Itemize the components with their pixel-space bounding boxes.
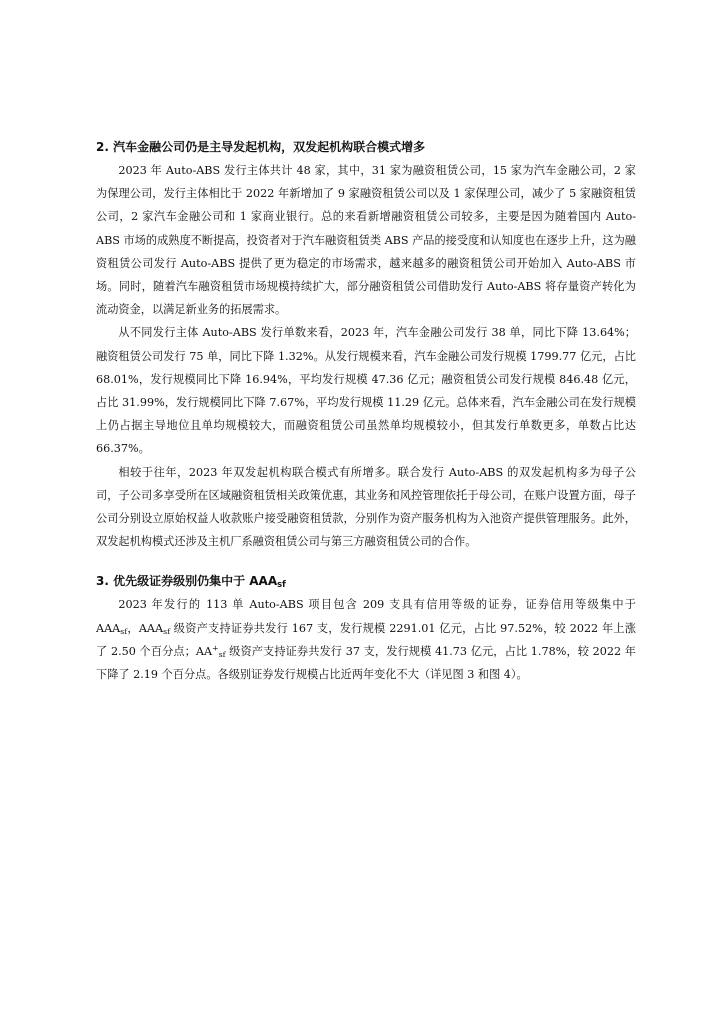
section-2-heading: 2. 汽车金融公司仍是主导发起机构，双发起机构联合模式增多 (96, 140, 426, 154)
rating-subscript-1: sf (120, 626, 128, 636)
rating-subscript-3: sf (218, 649, 226, 659)
rating-superscript-plus: + (212, 643, 219, 653)
section-3-text-part-4: 级资产支持证券共发行 37 支，发行规模 41.73 亿元，占比 1.78%，较 2022 年下降了 2.19 个百分点。各级别证券发行规模占比近两年变化不大（详见图 3 和图 4）。 (96, 644, 636, 682)
section-3-heading (96, 571, 636, 591)
document-page (96, 137, 636, 686)
section-3-text-part-2: ，AAA (127, 621, 164, 635)
section-2-paragraph-3: 相较于往年，2023 年双发起机构联合模式有所增多。联合发行 Auto-ABS 的双发起机构多为母子公司，子公司多享受所在区域融资租赁相关政策优惠，其业务和风控管理依托于母公司，在账户设置方面，母子公司分别设立原始权益人收款账户接受融资租赁款，分别作为资产服务机构为入池资产提供管理服务。此外，双发起机构模式还涉及主机厂系融资租赁公司与第三方融资租赁公司的合作。 (96, 465, 636, 549)
section-3-text-part-1: 2023 年发行的 113 单 Auto-ABS 项目包含 209 支具有信用等级的证券，证券信用等级集中于 AAA (96, 598, 636, 635)
section-3-paragraph-1 (96, 593, 636, 686)
section-3-text-part-3: 级资产支持证券共发行 167 支，发行规模 2291.01 亿元，占比 97.52%，较 2022 年上涨了 2.50 个百分点；AA (96, 621, 636, 658)
section-3-heading-text: 3. 优先级证券级别仍集中于 AAA (96, 574, 278, 589)
section-2-paragraph-2: 从不同发行主体 Auto-ABS 发行单数来看，2023 年，汽车金融公司发行 38 单，同比下降 13.64%；融资租赁公司发行 75 单，同比下降 1.32%。从发行规模来看，汽车金融公司发行规模 1799.77 亿元，占比 68.01%，发行规模同比下降 16.94%，平均发行规模 47.36 亿元；融资租赁公司发行规模 846.48 亿元，占比 31.99%，发行规模同比下降 7.67%，平均发行规模 11.29 亿元。总体来看，汽车金融公司在发行规模上仍占据主导地位且单均规模较大，而融资租赁公司虽然单均规模较小，但其发行单数更多，单数占比达 66.37%。 (96, 326, 636, 456)
section-2-paragraph-1: 2023 年 Auto-ABS 发行主体共计 48 家，其中，31 家为融资租赁公司，15 家为汽车金融公司，2 家为保理公司，发行主体相比于 2022 年新增加了 9 家融资租赁公司以及 1 家保理公司，减少了 5 家融资租赁公司，2 家汽车金融公司和 1 家商业银行。总的来看新增融资租赁公司较多，主要是因为随着国内 Auto-ABS 市场的成熟度不断提高，投资者对于汽车融资租赁类 ABS 产品的接受度和认知度也在逐步上升，这为融资租赁公司发行 Auto-ABS 提供了更为稳定的市场需求，越来越多的融资租赁公司开始加入 Auto-ABS 市场。同时，随着汽车融资租赁市场规模持续扩大，部分融资租赁公司借助发行 Auto-ABS 将存量资产转化为流动资金，以满足新业务的拓展需求。 (96, 164, 636, 317)
rating-subscript-2: sf (163, 626, 170, 636)
section-3-heading-subscript: sf (277, 579, 286, 590)
